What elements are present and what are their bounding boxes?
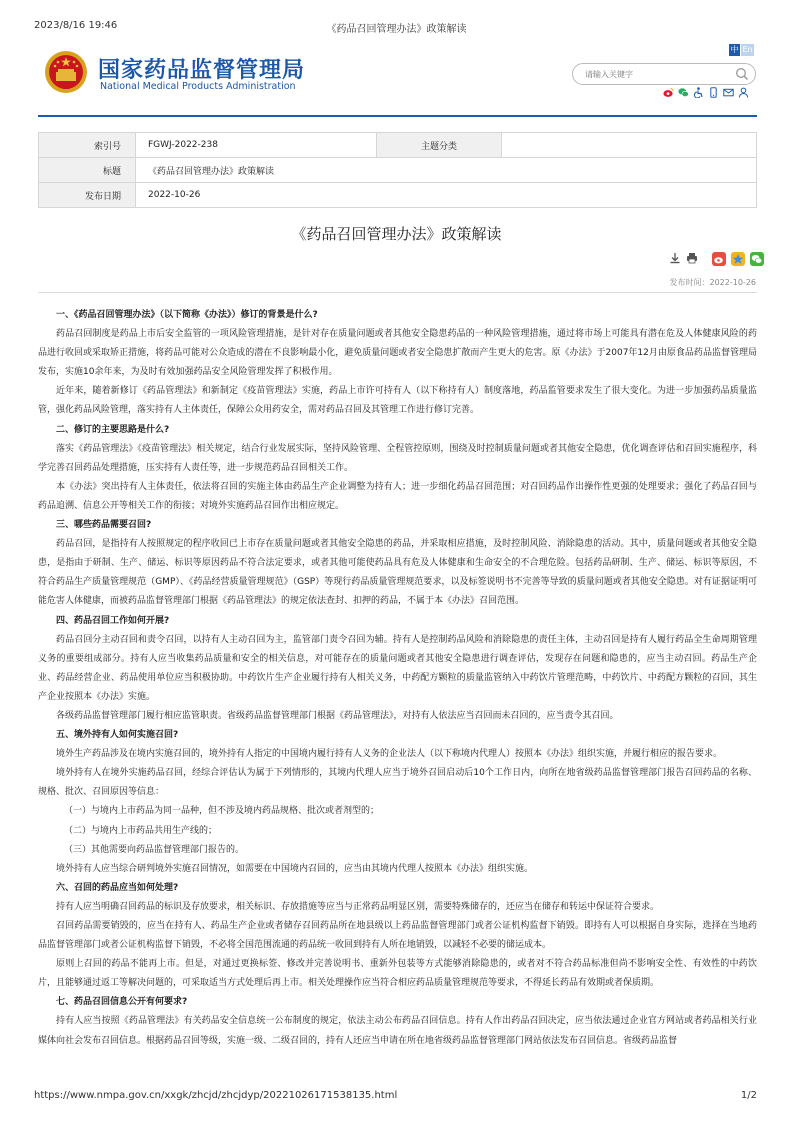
accessibility-icon[interactable] [693,87,704,98]
paragraph: 药品召回，是指持有人按照规定的程序收回已上市存在质量问题或者其他安全隐患的药品，并采取相应措施，及时控制风险、消除隐患的活动。其中，质量问题或者其他安全隐患，是指由于研制、生产、储运、标识等原因药品不符合法定要求，或者其他可能使药品具有危及人体健康和生命安全的不合理危险。包括药品研制、生产、储运、标识等原因，不符合药品生产质量管理规范（GMP）、《药品经营质量管理规范》（GSP）等现行药品质量管理规范要求，以及标签说明书不完善等导致的质量问题或者其他安全隐患。对有证据证明可能危害人体健康，而被药品监督管理部门根据《药品管理法》的规定依法查封、扣押的药品，不属于本《办法》召回范围。 [38,539,757,607]
wechat-icon[interactable] [678,87,689,98]
paragraph: 境外持有人应当综合研判境外实施召回情况，如需要在中国境内召回的，应当由其境内代理人按照本《办法》组织实施。 [56,863,534,874]
paragraph: 境外持有人在境外实施药品召回，经综合评估认为属于下列情形的，其境内代理人应当于境外召回启动后10个工作日内，向所在地省级药品监督管理部门报告召回药品的名称、规格、批次、召回原因等信息： [38,768,757,798]
category-label: 主题分类 [377,133,502,158]
mail-icon[interactable] [723,87,734,98]
share-qzone-icon[interactable] [731,252,745,266]
weibo-icon[interactable] [663,87,674,98]
print-url: https://www.nmpa.gov.cn/xxgk/zhcjd/zhcjdyp/20221026171538135.html [34,1090,398,1101]
category-value [502,133,757,158]
section-heading: 六、召回的药品应当如何处理? [56,882,179,893]
section-heading: 二、修订的主要思路是什么? [56,424,170,435]
paragraph: 召回药品需要销毁的，应当在持有人、药品生产企业或者储存召回药品所在地县级以上药品监督管理部门或者公证机构监督下销毁。即持有人可以根据自身实际，选择在当地药品监督管理部门或者公证机构监督下销毁，不必将全国范围流通的药品统一收回到持有人所在地销毁，以减轻不必要的储运成本。 [38,921,757,951]
paragraph: 境外生产药品涉及在境内实施召回的，境外持有人指定的中国境内履行持有人义务的企业法人（以下称境内代理人）按照本《办法》组织实施，并履行相应的报告要求。 [56,749,723,760]
title-label: 标题 [39,158,136,183]
paragraph: 本《办法》突出持有人主体责任，依法将召回的实施主体由药品生产企业调整为持有人；进一步细化药品召回范围；对召回药品作出操作性更强的处理要求；强化了药品召回与药品追溯、信息公开等相关工作的衔接；对境外实施药品召回作出相应规定。 [38,481,757,511]
meta-table [38,132,757,208]
print-doc-title: 《药品召回管理办法》政策解读 [326,24,467,35]
index-value: FGWJ-2022-238 [136,133,377,158]
section-heading: 七、药品召回信息公开有何要求? [56,997,188,1008]
paragraph: （一）与境内上市药品为同一品种，但不涉及境内药品规格、批次或者剂型的； [64,806,380,817]
share-wechat-icon[interactable] [750,252,764,266]
search-input[interactable] [585,67,730,81]
header-divider [38,115,757,117]
publish-time-label: 发布时间： [669,278,710,287]
publish-time-value: 2022-10-26 [709,278,756,287]
index-label: 索引号 [39,133,136,158]
download-icon[interactable] [669,252,681,264]
paragraph: 近年来，随着新修订《药品管理法》和新制定《疫苗管理法》实施，药品上市许可持有人（以下称持有人）制度落地，药品监管要求发生了很大变化。为进一步加强药品质量监管，强化药品风险管理，落实持有人主体责任，保障公众用药安全，需对药品召回及其管理工作进行修订完善。 [38,386,757,416]
mobile-icon[interactable] [708,87,719,98]
site-name-cn[interactable]: 国家药品监督管理局 [98,58,306,83]
paragraph: 原则上召回的药品不能再上市。但是，对通过更换标签、修改并完善说明书、重新外包装等方式能够消除隐患的，或者对不符合药品标准但尚不影响安全性、有效性的中药饮片，且能够通过返工等解决问题的，可采取适当方式处理后再上市。相关处理操作应当符合相应药品质量管理规范等要求，不得延长药品有效期或者保质期。 [38,959,757,989]
paragraph: 持有人应当按照《药品管理法》有关药品安全信息统一公布制度的规定，依法主动公布药品召回信息。持有人作出药品召回决定，应当依法通过企业官方网站或者药品相关行业媒体向社会发布召回信息。根据药品召回等级，实施一级、二级召回的，持有人还应当申请在所在地省级药品监督管理部门网站依法发布召回信息。省级药品监督 [38,1016,757,1046]
date-value: 2022-10-26 [136,183,757,208]
paragraph: 各级药品监督管理部门履行相应监管职责。省级药品监督管理部门根据《药品管理法》，对持有人依法应当召回而未召回的，应当责令其召回。 [56,710,619,721]
print-page-number: 1/2 [740,1090,757,1101]
section-heading: 三、哪些药品需要召回? [56,520,152,531]
print-datetime: 2023/8/16 19:46 [34,20,118,31]
title-value: 《药品召回管理办法》政策解读 [136,158,757,183]
lang-en-button[interactable]: En [742,45,753,54]
lang-cn-button[interactable]: 中 [730,45,739,54]
paragraph: 持有人应当明确召回药品的标识及存放要求，相关标识、存放措施等应当与正常药品明显区别，需要特殊储存的，还应当在储存和转运中保证符合要求。 [56,901,660,912]
section-heading: 五、境外持有人如何实施召回? [56,730,179,741]
national-emblem-icon[interactable] [44,50,88,94]
print-icon[interactable] [686,252,698,264]
site-name-en[interactable]: National Medical Products Administration [100,81,296,92]
paragraph: （二）与境内上市药品共用生产线的； [64,825,218,836]
article-title: 《药品召回管理办法》政策解读 [291,225,502,243]
paragraph: （三）其他需要向药品监督管理部门报告的。 [64,844,245,855]
date-label: 发布日期 [39,183,136,208]
search-box [572,63,756,85]
paragraph: 落实《药品管理法》《疫苗管理法》相关规定，结合行业发展实际，坚持风险管理、全程管控原则，围绕及时控制质量问题或者其他安全隐患，优化调查评估和召回实施程序，科学完善召回药品处理措施，压实持有人责任等，进一步规范药品召回相关工作。 [38,443,757,473]
section-heading: 一、《药品召回管理办法》（以下简称《办法》）修订的背景是什么? [56,310,318,320]
paragraph: 药品召回制度是药品上市后安全监管的一项风险管理措施，是针对存在质量问题或者其他安全隐患药品的一种风险管理措施，通过将市场上可能具有潜在危及人体健康风险的药品进行收回或采取矫正措施，将药品可能对公众造成的潜在不良影响最小化，避免质量问题或者安全隐患扩散而产生更大的危害。原《办法》于2007年12月由原食品药品监督管理局发布，实施10余年来，为及时有效加强药品安全风险管理发挥了积极作用。 [38,329,757,378]
share-weibo-icon[interactable] [712,252,726,266]
article-body [38,306,757,1051]
search-icon[interactable] [735,67,749,81]
publish-time [670,277,757,288]
header-social-icons [663,87,749,101]
paragraph: 药品召回分主动召回和责令召回，以持有人主动召回为主，监管部门责令召回为辅。持有人是控制药品风险和消除隐患的责任主体，主动召回是持有人履行药品全生命周期管理义务的重要组成部分。持有人应当收集药品质量和安全的相关信息，对可能存在的质量问题或者其他安全隐患进行调查评估，发现存在问题和隐患的，应当主动召回。药品生产企业、药品经营企业、药品使用单位应当积极协助。中药饮片生产企业履行持有人相关义务，中药配方颗粒的质量监管纳入中药饮片管理范畴，中药饮片、中药配方颗粒的召回，其生产企业按照本《办法》实施。 [38,634,757,702]
section-heading: 四、药品召回工作如何开展? [56,615,170,626]
user-icon[interactable] [738,87,749,98]
article-divider [38,292,757,293]
article-tools [669,252,764,266]
